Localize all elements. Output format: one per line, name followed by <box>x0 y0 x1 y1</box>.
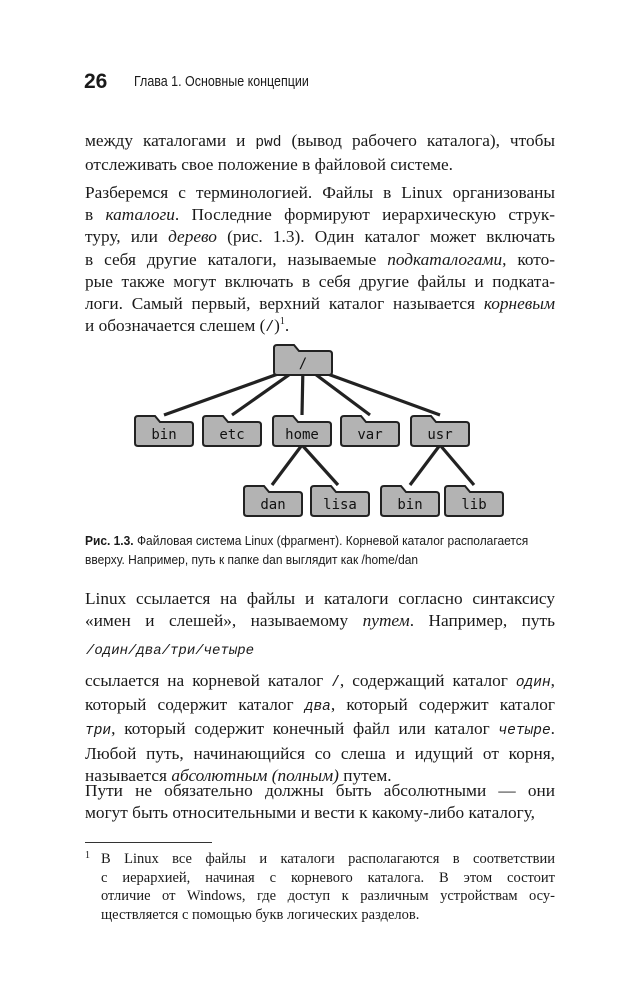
figure-caption: Рис. 1.3. Файловая система Linux (фрагмент). Корневой каталог располагается вверху. Например, путь к папке dan выглядит как /home/dan <box>85 533 529 567</box>
folder-label: usr <box>427 427 453 443</box>
folder-node-root <box>274 345 332 375</box>
paragraph-4: ссылается на корневой каталог /, содержащий каталог один, который содержит каталог два, который содержит каталог три, который содержит конечный файл или каталог четыре. Любой путь, начинающийся со слеша и идущий от корня, называется абсолютным (полным) путем. <box>85 671 555 785</box>
term-root: корневым <box>483 294 555 314</box>
term-tree: дерево <box>168 227 217 247</box>
paragraph-5: Пути не обязательно должны быть абсолютными — они могут быть относительными и вести к какому-либо каталогу, <box>85 781 555 823</box>
folder-label: home <box>285 427 319 443</box>
term-subdirs: подкаталогами <box>387 249 503 269</box>
edge-home-dan <box>272 445 302 485</box>
term-path: путем <box>362 611 410 631</box>
paragraph-3: Linux ссылается на файлы и каталоги согласно синтаксису «имен и слешей», называемому путем. Например, путь <box>85 589 555 631</box>
folder-node-lib <box>445 486 503 516</box>
term-absolute: абсолютным (полным) <box>171 765 339 785</box>
code-pwd: pwd <box>255 135 282 151</box>
figure-label: Рис. 1.3. <box>85 533 134 548</box>
folder-label: dan <box>260 497 286 513</box>
paragraph-1: между каталогами и pwd (вывод рабочего каталога), чтобы отслеживать свое положение в файловой системе. <box>85 131 555 175</box>
page-number: 26 <box>84 70 108 93</box>
folder-label: var <box>357 427 383 443</box>
folder-label: bin <box>397 497 423 513</box>
edge-home-lisa <box>302 445 338 485</box>
folder-label: lisa <box>323 497 357 513</box>
footnote-ref: 1 <box>279 316 285 328</box>
folder-node-usr <box>411 416 469 446</box>
footnote-mark: 1 <box>85 850 90 861</box>
folder-node-lisa <box>311 486 369 516</box>
folder-label: lib <box>461 497 487 513</box>
folder-node-bin <box>381 486 439 516</box>
folder-label: bin <box>151 427 177 443</box>
edge-usr-bin <box>410 445 440 485</box>
folder-node-bin <box>135 416 193 446</box>
filesystem-tree-diagram <box>0 320 635 525</box>
footnote-divider <box>85 842 212 843</box>
chapter-title: Глава 1. Основные концепции <box>134 74 309 90</box>
paragraph-2: Разберемся с терминологией. Файлы в Linux организованы в каталоги. Последние формируют иерархическую струк- туру, или дерево (рис. 1.3). Один каталог может включать в себя другие каталоги, называемые подкаталогами, кото- рые также могут включать в себя другие файлы и подката- логи. Самый первый, верхний каталог называется корневым и обозначается слешем $(/)^1$. <box>85 183 555 337</box>
edge-usr-lib <box>440 445 474 485</box>
folder-label: etc <box>219 427 245 443</box>
folder-node-var <box>341 416 399 446</box>
term-catalogs: каталоги <box>105 205 175 225</box>
path-example: /один/два/три/четыре <box>86 643 255 659</box>
folder-node-dan <box>244 486 302 516</box>
folder-node-home <box>273 416 331 446</box>
folder-label: / <box>298 356 308 372</box>
folder-node-etc <box>203 416 261 446</box>
